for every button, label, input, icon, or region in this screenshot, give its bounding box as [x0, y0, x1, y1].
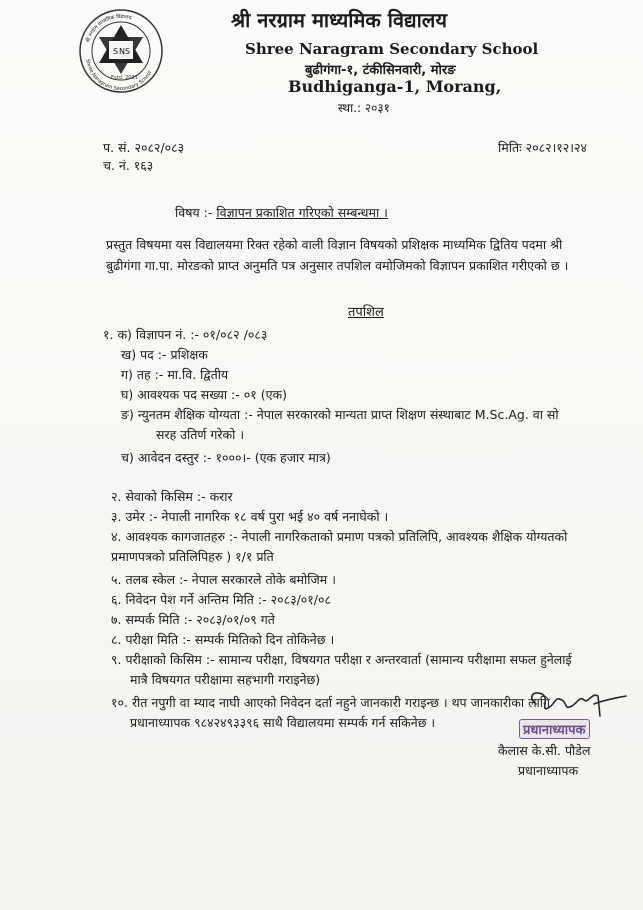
intro-line-2: बुढीगंगा गा.पा. मोरङको प्राप्त अनुमति पत्र अनुसार तपशिल वमोजिमको विज्ञापन प्रकाशित गरीएको छ ।: [106, 258, 569, 273]
svg-text:S: S: [125, 47, 131, 56]
school-name-english: Shree Naragram Secondary School: [245, 40, 539, 58]
address-english: Budhiganga-1, Morang,: [288, 77, 502, 96]
principal-stamp: प्रधानाध्यापक: [519, 719, 590, 739]
signature-scribble: [518, 686, 628, 722]
letter-date: मितिः २०८२।१२।२४: [498, 140, 588, 155]
exam-date: ८. परीक्षा मिति :- सम्पर्क मितिको दिन तोकिनेछ ।: [111, 632, 335, 647]
svg-text:Shree Naragram Secondary Schoo: Shree Naragram Secondary School: [84, 58, 154, 93]
notice-terms: १०. रीत नपुगी वा म्याद नाघी आएको निवेदन दर्ता नहुने जानकारी गराइन्छ । थप जानकारीका लागि: [111, 695, 551, 710]
required-documents: ४. आवश्यक कागजातहरु :- नेपाली नागरिकताको प्रमाण पत्रको प्रतिलिपि, आवश्यक शैक्षिक योग्यतको: [111, 529, 568, 544]
post-level: ग) तह :- मा.वि. द्वितीय: [121, 367, 229, 382]
address-nepali: बुढीगंगा-१, टंकीसिनवारी, मोरङ: [305, 63, 456, 78]
application-deadline: ६. निवेदन पेश गर्ने अन्तिम मिति :- २०८३/०१/०८: [111, 592, 332, 607]
subject-line: [175, 204, 388, 221]
exam-type-cont: मात्रै विषयगत परीक्षामा सहभागी गराइनेछ): [130, 672, 321, 687]
school-name-nepali: श्री नरग्राम माध्यमिक विद्यालय: [231, 8, 447, 32]
exam-type: ९. परीक्षाको किसिम :- सामान्य परीक्षा, विषयगत परीक्षा र अन्तरवार्ता (सामान्य परीक्षामा सफल हुनेलाई: [111, 652, 572, 667]
contact-date: ७. सम्पर्क मिति :- २०८३/०१/०९ गते: [111, 612, 275, 627]
min-qualification: ङ) न्युनतम शैक्षिक योग्यता :- नेपाल सरकारको मान्यता प्राप्त शिक्षण संस्थाबाट M.Sc.Ag. वा सो: [121, 407, 559, 422]
subject-text: विज्ञापन प्रकाशित गरिएको सम्बन्धमा ।: [216, 205, 388, 220]
svg-text:S: S: [113, 47, 119, 56]
svg-text:N: N: [119, 47, 125, 56]
established-year: स्था.: २०३१: [338, 101, 390, 115]
required-documents-cont: प्रमाणपत्रको प्रतिलिपिहरु ) १/१ प्रति: [111, 549, 274, 564]
svg-text:Estd. 2031: Estd. 2031: [111, 75, 138, 81]
details-heading: तपशिल: [348, 305, 384, 320]
advert-number: १. क) विज्ञापन नं. :- ०१/०८२ /०८३: [103, 327, 268, 342]
service-type: २. सेवाको किसिम :- करार: [111, 489, 233, 504]
min-qualification-cont: सरह उतिर्ण गरेको ।: [156, 427, 245, 442]
dispatch-number: च. नं. १६३: [103, 158, 154, 173]
notice-terms-cont: प्रधानाध्यापक ९८४२४९३३९६ साथै विद्यालयमा सम्पर्क गर्न सकिनेछ ।: [130, 715, 436, 730]
application-fee: च) आवेदन दस्तुर :- १०००।- (एक हजार मात्र): [121, 450, 331, 465]
age-requirement: ३. उमेर :- नेपाली नागरिक १८ वर्ष पुरा भई ४० वर्ष ननाघेको ।: [111, 509, 389, 524]
subject-label: विषय :-: [175, 205, 213, 220]
school-logo: [78, 8, 164, 94]
letter-reference-number: प. सं. २०८२/०८३: [103, 140, 185, 155]
post-name: ख) पद :- प्रशिक्षक: [121, 347, 208, 362]
vacancy-count: घ) आवश्यक पद सख्या :- ०१ (एक): [121, 387, 287, 402]
intro-line-1: प्रस्तुत विषयमा यस विद्यालयमा रिक्त रहेको वाली विज्ञान विषयको प्रशिक्षक माध्यमिक द्वितिय पदमा श्री: [106, 237, 563, 252]
svg-text:श्री नरग्राम माध्यमिक विद्यालय: श्री नरग्राम माध्यमिक विद्यालय: [85, 13, 133, 44]
signatory-name: कैलास के.सी. पौडेल: [498, 743, 591, 758]
signatory-title: प्रधानाध्यापक: [518, 763, 579, 778]
salary-scale: ५. तलब स्केल :- नेपाल सरकारले तोके बमोजिम ।: [111, 572, 336, 587]
